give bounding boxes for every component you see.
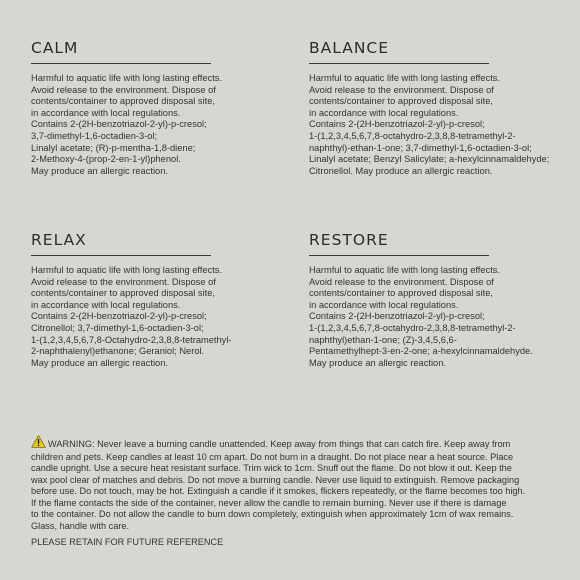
balance-line: naphthyl)-ethan-1-one; 3,7-dimethyl-1,6-octadien-3-ol;: [309, 142, 532, 153]
retain-notice: PLEASE RETAIN FOR FUTURE REFERENCE: [31, 537, 224, 547]
relax-line: in accordance with local regulations.: [31, 299, 181, 310]
relax-line: Citronellol; 3,7-dimethyl-1,6-octadien-3-ol;: [31, 322, 204, 333]
restore-line: naphthyl)ethan-1-one; (Z)-3,4,5,6,6-: [309, 334, 457, 345]
candle-warning-block: [31, 435, 556, 549]
balance-title-rule: [309, 63, 489, 64]
calm-line: May produce an allergic reaction.: [31, 165, 168, 176]
restore-line: contents/container to approved disposal site,: [309, 288, 493, 299]
relax-line: 1-(1,2,3,4,5,6,7,8-Octahydro-2,3,8,8-tetramethyl-: [31, 334, 232, 345]
relax-line: 2-naphthalenyl)ethanone; Geraniol; Nerol.: [31, 346, 205, 357]
relax-line: Harmful to aquatic life with long lasting effects.: [31, 265, 223, 275]
warning-line: Glass, handle with care.: [31, 520, 130, 531]
warning-text-first: WARNING: Never leave a burning candle unattended. Keep away from things that can catch fire. Keep away from: [48, 439, 511, 449]
restore-line: in accordance with local regulations.: [309, 299, 459, 310]
calm-line: contents/container to approved disposal site,: [31, 96, 215, 107]
restore-line: Pentamethylhept-3-en-2-one; a-hexylcinnamaldehyde.: [309, 346, 533, 357]
calm-line: in accordance with local regulations.: [31, 107, 181, 118]
restore-line: Contains 2-(2H-benzotriazol-2-yl)-p-cresol;: [309, 311, 485, 322]
relax-line: Avoid release to the environment. Dispose of: [31, 276, 216, 287]
calm-line: Harmful to aquatic life with long lasting effects.: [31, 73, 223, 83]
calm-title: CALM: [31, 39, 79, 57]
warning-line: candle upright. Use a secure heat resistant surface. Trim wick to 1cm. Snuff out the flame. Do not blow it out. Keep the: [31, 463, 512, 473]
restore-line: Avoid release to the environment. Dispose of: [309, 276, 494, 287]
relax-title-rule: [31, 255, 211, 256]
warning-line: children and pets. Keep candles at least 10 cm apart. Do not burn in a draught. Do not place near a heat source. Place: [31, 451, 514, 462]
relax-title: RELAX: [31, 231, 87, 249]
restore-label-block: [309, 231, 533, 369]
relax-line: Contains 2-(2H-benzotriazol-2-yl)-p-cresol;: [31, 311, 207, 322]
balance-line: contents/container to approved disposal site,: [309, 96, 493, 107]
warning-line: If the flame contacts the side of the container, never allow the candle to remain burning. Never use if there is damage: [31, 497, 507, 508]
restore-line: Harmful to aquatic life with long lasting effects.: [309, 265, 501, 275]
calm-text: [31, 73, 241, 177]
relax-text: [31, 265, 241, 369]
warning-line: before use. Do not touch, may be hot. Extinguish a candle if it smokes, flickers repeatedly, or the flame becomes too high.: [31, 486, 526, 496]
balance-text: [309, 73, 550, 177]
relax-label-block: [31, 231, 241, 369]
balance-line: in accordance with local regulations.: [309, 107, 459, 118]
balance-line: Citronellol. May produce an allergic reaction.: [309, 165, 493, 176]
warning-line: to the container. Do not allow the candle to burn down completely, extinguish when approximately 1cm of wax remains.: [31, 509, 514, 519]
balance-line: Linalyl acetate; Benzyl Salicylate; a-hexylcinnamaldehyde;: [309, 154, 550, 165]
restore-line: 1-(1,2,3,4,5,6,7,8-octahydro-2,3,8,8-tetramethyl-2-: [309, 322, 516, 333]
warning-line: wax pool clear of matches and debris. Do not move a burning candle. Never use liquid to extinguish. Remove packaging: [31, 474, 520, 485]
restore-line: May produce an allergic reaction.: [309, 357, 446, 368]
calm-label-block: [31, 39, 241, 177]
balance-title: BALANCE: [309, 39, 390, 57]
relax-line: contents/container to approved disposal site,: [31, 288, 215, 299]
warning-triangle-icon: [31, 435, 46, 452]
warning-line: [31, 435, 556, 452]
calm-line: Avoid release to the environment. Dispose of: [31, 84, 216, 95]
relax-line: May produce an allergic reaction.: [31, 357, 168, 368]
balance-line: Harmful to aquatic life with long lasting effects.: [309, 73, 501, 83]
calm-title-rule: [31, 63, 211, 64]
restore-title-rule: [309, 255, 489, 256]
restore-text: [309, 265, 533, 369]
calm-line: Contains 2-(2H-benzotriazol-2-yl)-p-cresol;: [31, 119, 207, 130]
balance-label-block: [309, 39, 550, 177]
calm-line: Linalyl acetate; (R)-p-mentha-1,8-diene;: [31, 142, 196, 153]
calm-line: 3,7-dimethyl-1,6-octadien-3-ol;: [31, 130, 158, 141]
balance-line: 1-(1,2,3,4,5,6,7,8-octahydro-2,3,8,8-tetramethyl-2-: [309, 130, 516, 141]
restore-title: RESTORE: [309, 231, 389, 249]
balance-line: Contains 2-(2H-benzotriazol-2-yl)-p-cresol;: [309, 119, 485, 130]
balance-line: Avoid release to the environment. Dispose of: [309, 84, 494, 95]
calm-line: 2-Methoxy-4-(prop-2-en-1-yl)phenol.: [31, 154, 181, 165]
